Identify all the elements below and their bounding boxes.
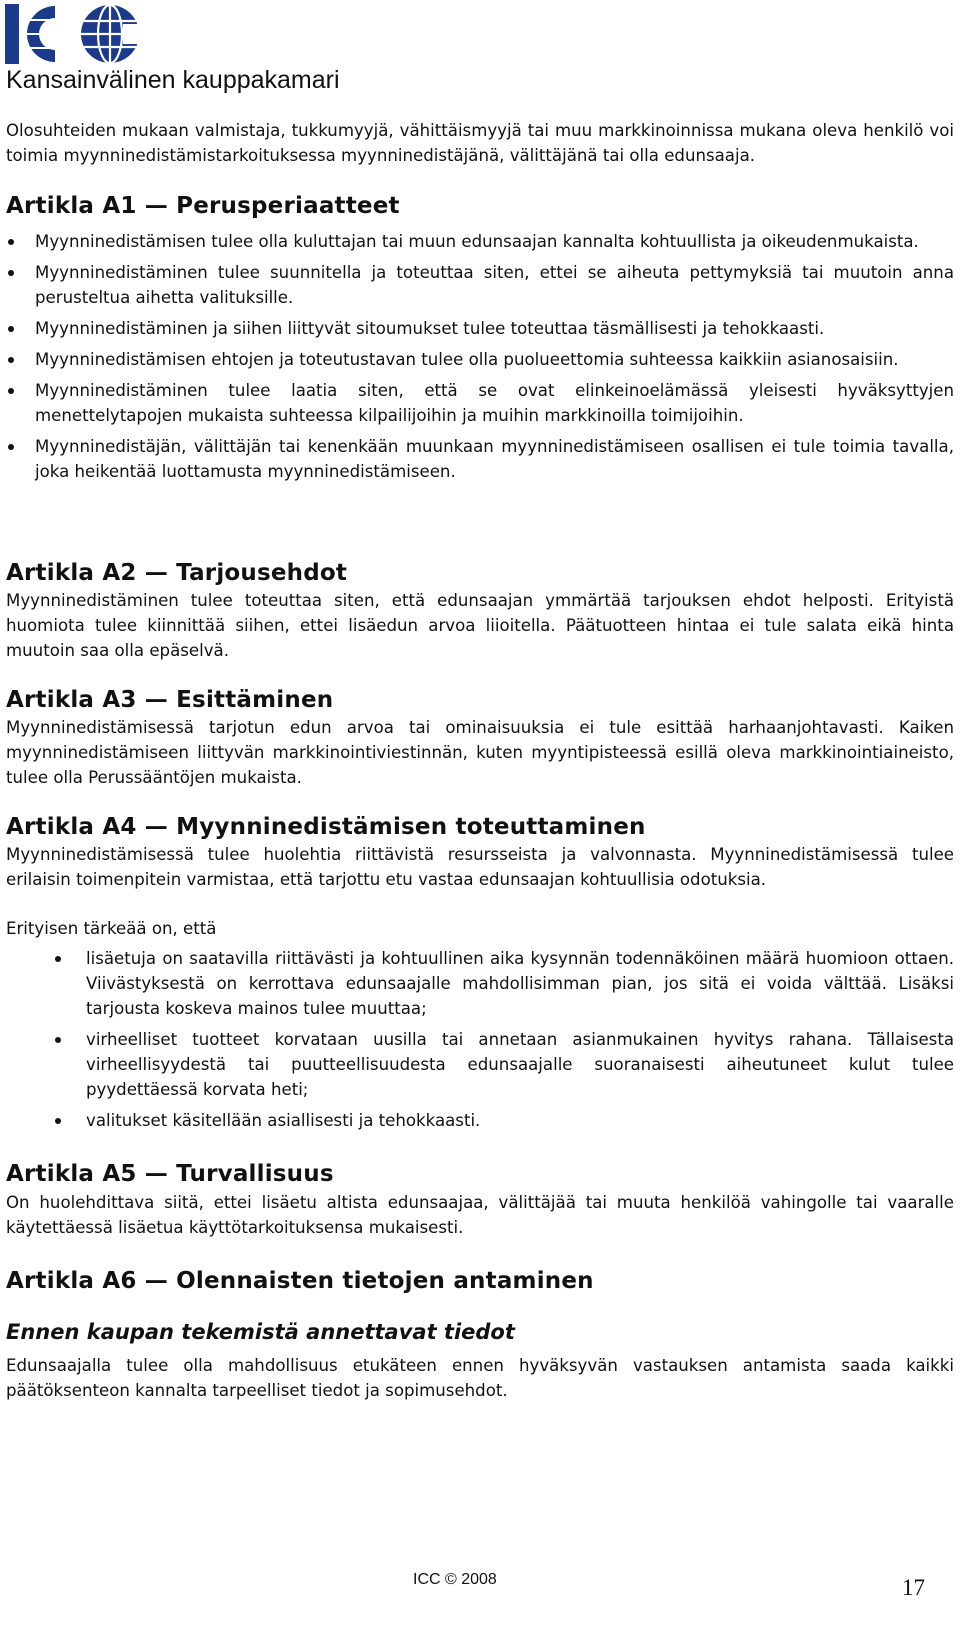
bullet-icon <box>8 326 14 332</box>
a2-paragraph: Myynninedistäminen tulee toteuttaa siten, että edunsaajan ymmärtää tarjouksen ehdot helposti. Erityistä huomiota tulee kiinnittää siihen, ettei lisäedun arvoa liioitella. Päätuotteen hintaa ei tule salata eikä hinta muutoin saa olla epäselvä. <box>6 591 954 660</box>
heading-a3: Artikla A3 — Esittäminen <box>6 687 334 713</box>
list-item: Myynninedistämisen tulee olla kuluttajan tai muun edunsaajan kannalta kohtuullista ja oikeudenmukaista. <box>6 229 954 254</box>
a4-paragraph: Myynninedistämisessä tulee huolehtia riittävistä resursseista ja valvonnasta. Myynninedistämisessä tulee erilaisin toimenpitein varmistaa, että tarjottu etu vastaa edunsaajan kohtuullisia odotuksia. <box>6 845 954 889</box>
page-number: 17 <box>902 1575 925 1600</box>
subheading-a6: Ennen kaupan tekemistä annettavat tiedot <box>6 1320 515 1344</box>
a1-list <box>6 229 954 490</box>
a6-paragraph: Edunsaajalla tulee olla mahdollisuus etukäteen ennen hyväksyvän vastauksen antamista saada kaikki päätöksenteon kannalta tarpeelliset tiedot ja sopimusehdot. <box>6 1356 954 1400</box>
organization-name: Kansainvälinen kauppakamari <box>6 66 340 94</box>
bullet-icon <box>8 270 14 276</box>
heading-a2: Artikla A2 — Tarjousehdot <box>6 560 348 586</box>
list-item: lisäetuja on saatavilla riittävästi ja kohtuullinen aika kysynnän todennäköinen määrä huomioon ottaen. Viivästyksestä on kerrottava edunsaajalle mahdollisimman pian, jos sitä ei voida välttää. Lisäksi tarjousta koskeva mainos tulee muuttaa; <box>6 946 954 1021</box>
a4-lead: Erityisen tärkeää on, että <box>6 919 217 938</box>
list-item: virheelliset tuotteet korvataan uusilla tai annetaan asianmukainen hyvitys rahana. Tällaisesta virheellisyydestä tai puutteellisuudesta edunsaajalle suoranaisesti aiheutuneet kulut tulee pyydettäessä korvata heti; <box>6 1027 954 1102</box>
bullet-icon <box>8 357 14 363</box>
bullet-icon <box>8 239 14 245</box>
heading-a1: Artikla A1 — Perusperiaatteet <box>6 193 400 219</box>
footer-copyright: ICC © 2008 <box>413 1571 497 1588</box>
list-item: Myynninedistämisen ehtojen ja toteutustavan tulee olla puolueettomia suhteessa kaikkiin asianosaisiin. <box>6 347 954 372</box>
a4-list <box>6 946 954 1139</box>
icc-logo <box>5 4 141 64</box>
bullet-icon <box>8 388 14 394</box>
intro-paragraph: Olosuhteiden mukaan valmistaja, tukkumyyjä, vähittäismyyjä tai muu markkinoinnissa mukana oleva henkilö voi toimia myynninedistämistarkoituksessa myynninedistäjänä, välittäjänä tai olla edunsaaja. <box>6 121 954 165</box>
bullet-icon <box>55 1118 61 1124</box>
a5-paragraph: On huolehdittava siitä, ettei lisäetu altista edunsaajaa, välittäjää tai muuta henkilöä vahingolle tai vaaralle käytettäessä lisäetua käyttötarkoituksensa mukaisesti. <box>6 1193 954 1237</box>
list-item: Myynninedistäminen ja siihen liittyvät sitoumukset tulee toteuttaa täsmällisesti ja tehokkaasti. <box>6 316 954 341</box>
list-item: Myynninedistäjän, välittäjän tai kenenkään muunkaan myynninedistämiseen osallisen ei tule toimia tavalla, joka heikentää luottamusta myynninedistämiseen. <box>6 434 954 484</box>
list-item: Myynninedistäminen tulee suunnitella ja toteuttaa siten, ettei se aiheuta pettymyksiä tai muutoin anna perusteltua aihetta valituksille. <box>6 260 954 310</box>
heading-a6: Artikla A6 — Olennaisten tietojen antaminen <box>6 1268 594 1294</box>
bullet-icon <box>8 444 14 450</box>
bullet-icon <box>55 1037 61 1043</box>
bullet-icon <box>55 956 61 962</box>
heading-a5: Artikla A5 — Turvallisuus <box>6 1161 334 1187</box>
list-item: valitukset käsitellään asiallisesti ja tehokkaasti. <box>6 1108 954 1133</box>
heading-a4: Artikla A4 — Myynninedistämisen toteuttaminen <box>6 814 646 840</box>
a3-paragraph: Myynninedistämisessä tarjotun edun arvoa tai ominaisuuksia ei tule esittää harhaanjohtavasti. Kaiken myynninedistämiseen liittyvän markkinointiviestinnän, kuten myyntipisteessä esillä oleva markkinointiaineisto, tulee olla Perussääntöjen mukaista. <box>6 718 954 787</box>
list-item: Myynninedistäminen tulee laatia siten, että se ovat elinkeinoelämässä yleisesti hyväksyttyjen menettelytapojen mukaista suhteessa kilpailijoihin ja muihin markkinoilla toimijoihin. <box>6 378 954 428</box>
